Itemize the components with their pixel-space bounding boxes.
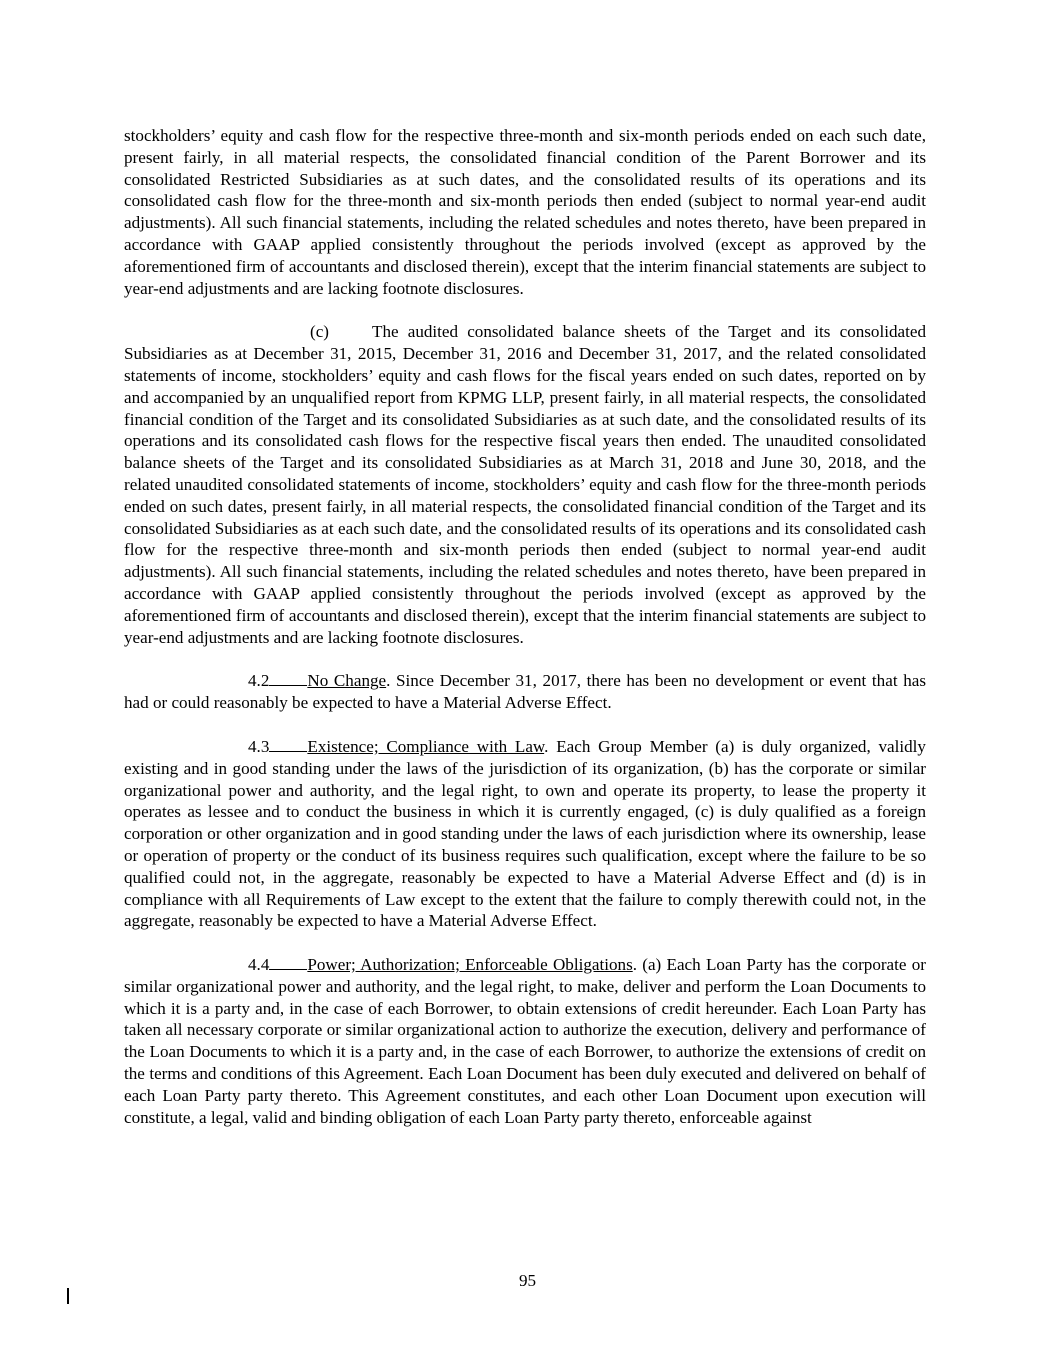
revision-bar: [67, 1288, 69, 1304]
section-4-2-text: . Since December 31, 2017, there has been no development or event that has had or could reasonably be expected to have a Material Adverse Effect.: [124, 671, 926, 713]
section-4-3: [124, 736, 926, 932]
section-4-3-title: Existence; Compliance with Law: [307, 736, 545, 756]
section-4-3-text: . Each Group Member (a) is duly organized, validly existing and in good standing under the laws of the jurisdiction of its organization, (b) has the corporate or similar organizational power and authority, and the legal right, to own and operate its property, to lease the property it operates as lessee and to conduct the business in which it is currently engaged, (c) is duly qualified as a foreign corporation or other organization and in good standing under the laws of each jurisdiction where its ownership, lease or operation of property or the conduct of its business requires such qualification, except where the failure to be so qualified could not, in the aggregate, reasonably be expected to have a Material Adverse Effect and (d) is in compliance with all Requirements of Law except to the extent that the failure to comply therewith could not, in the aggregate, reasonably be expected to have a Material Adverse Effect.: [124, 736, 926, 931]
page-number: 95: [518, 1271, 537, 1290]
section-4-2-title: No Change: [307, 671, 387, 691]
paragraph-continuation: stockholders’ equity and cash flow for the respective three-month and six-month periods ended on each such date, present fairly, in all material respects, the consolidated financial condition of the Parent Borrower and its consolidated Restricted Subsidiaries as at such dates, and the consolidated results of its operations and its consolidated cash flow for the three-month and six-month periods then ended (subject to normal year-end audit adjustments). All such financial statements, including the related schedules and notes thereto, have been prepared in accordance with GAAP applied consistently throughout the periods involved (except as approved by the aforementioned firm of accountants and disclosed therein), except that the interim financial statements are subject to year-end adjustments and are lacking footnote disclosures.: [124, 126, 926, 298]
section-4-2-number: 4.2: [248, 671, 270, 691]
paragraph-c-label: (c): [310, 322, 329, 342]
section-4-4: [124, 954, 926, 1128]
section-4-2: [124, 670, 926, 714]
section-4-4-text: . (a) Each Loan Party has the corporate or similar organizational power and authority, and the legal right, to make, deliver and perform the Loan Documents to which it is a party and, in the case of each Borrower, to obtain extensions of credit hereunder. Each Loan Party has taken all necessary corporate or similar organizational action to authorize the execution, delivery and performance of the Loan Documents to which it is a party and, in the case of each Borrower, to authorize the extensions of credit on the terms and conditions of this Agreement. Each Loan Document has been duly executed and delivered on behalf of each Loan Party party thereto. This Agreement constitutes, and each other Loan Document upon execution will constitute, a legal, valid and binding obligation of each Loan Party party thereto, enforceable against: [124, 955, 926, 1127]
section-4-4-title: Power; Authorization; Enforceable Obligations: [307, 955, 633, 975]
section-4-4-number: 4.4: [248, 955, 270, 975]
document-body: [124, 125, 926, 1128]
section-4-3-number: 4.3: [248, 736, 270, 756]
paragraph-c-text: The audited consolidated balance sheets of the Target and its consolidated Subsidiaries as at December 31, 2015, December 31, 2016 and December 31, 2017, and the related consolidated statements of income, stockholders’ equity and cash flows for the fiscal years ended on such dates, reported on by and accompanied by an unqualified report from KPMG LLP, present fairly, in all material respects, the consolidated financial condition of the Target and its consolidated Subsidiaries as at such date, and the consolidated results of its operations and its consolidated cash flows for the respective fiscal years then ended. The unaudited consolidated balance sheets of the Target and its consolidated Subsidiaries as at March 31, 2018 and June 30, 2018, and the related unaudited consolidated statements of income, stockholders’ equity and cash flow for the three-month periods ended on such dates, present fairly, in all material respects, the consolidated financial condition of the Target and its consolidated Subsidiaries as at each such date, and the consolidated results of its operations and its consolidated cash flow for the respective three-month and six-month periods then ended (subject to normal year-end audit adjustments). All such financial statements, including the related schedules and notes thereto, have been prepared in accordance with GAAP applied consistently throughout the periods involved (except as approved by the aforementioned firm of accountants and disclosed therein), except that the interim financial statements are subject to year-end adjustments and are lacking footnote disclosures.: [124, 322, 926, 647]
paragraph-c: [124, 321, 926, 648]
